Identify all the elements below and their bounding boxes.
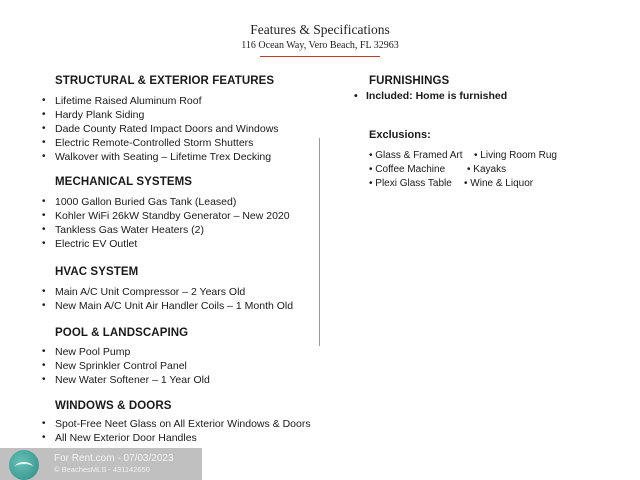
- list-item: • Hardy Plank Siding: [40, 108, 279, 122]
- hvac-list: [40, 285, 293, 313]
- exclusion-item: • Coffee Machine: [369, 164, 446, 175]
- bullet-icon: •: [354, 90, 358, 102]
- exclusion-item: • Plexi Glass Table: [369, 178, 452, 189]
- structural-list: [40, 94, 279, 164]
- exclusion-item: • Glass & Framed Art: [369, 150, 463, 161]
- list-item: • 1000 Gallon Buried Gas Tank (Leased): [40, 195, 290, 209]
- windows-list: [40, 417, 311, 445]
- furnishings-item-label: Included: Home is furnished: [366, 90, 508, 102]
- list-item: • New Water Softener – 1 Year Old: [40, 373, 210, 387]
- mechanical-list: [40, 195, 290, 251]
- title-underline: [260, 56, 380, 57]
- list-item: • Electric Remote-Controlled Storm Shutters: [40, 136, 279, 150]
- list-item: • Dade County Rated Impact Doors and Windows: [40, 122, 279, 136]
- list-item: • New Sprinkler Control Panel: [40, 359, 210, 373]
- list-item: • Electric EV Outlet: [40, 237, 290, 251]
- list-item: • All New Exterior Door Handles: [40, 431, 311, 445]
- furnishings-item: [354, 90, 507, 102]
- section-heading-mechanical: MECHANICAL SYSTEMS: [55, 176, 193, 188]
- watermark-badge: [0, 448, 202, 480]
- section-heading-hvac: HVAC SYSTEM: [55, 266, 139, 278]
- list-item: • New Pool Pump: [40, 345, 210, 359]
- list-item: • Lifetime Raised Aluminum Roof: [40, 94, 279, 108]
- pool-list: [40, 345, 210, 387]
- watermark-logo-icon: [9, 450, 39, 480]
- list-item: • Main A/C Unit Compressor – 2 Years Old: [40, 285, 293, 299]
- exclusion-item: • Wine & Liquor: [464, 178, 534, 189]
- list-item: • New Main A/C Unit Air Handler Coils – 1 Month Old: [40, 299, 293, 313]
- list-item: • Walkover with Seating – Lifetime Trex Decking: [40, 150, 279, 164]
- exclusions-heading: Exclusions:: [369, 129, 431, 141]
- section-heading-furnishings: FURNISHINGS: [369, 75, 450, 87]
- column-divider: [319, 138, 320, 346]
- property-address: 116 Ocean Way, Vero Beach, FL 32963: [241, 40, 399, 51]
- list-item: • Spot-Free Neet Glass on All Exterior Windows & Doors: [40, 417, 311, 431]
- list-item: • Kohler WiFi 26kW Standby Generator – New 2020: [40, 209, 290, 223]
- section-heading-structural: STRUCTURAL & EXTERIOR FEATURES: [55, 75, 275, 87]
- section-heading-pool: POOL & LANDSCAPING: [55, 327, 189, 339]
- exclusion-item: • Kayaks: [467, 164, 507, 175]
- watermark-subtext: © BeachesMLS - 431142650: [54, 465, 150, 474]
- list-item: • Tankless Gas Water Heaters (2): [40, 223, 290, 237]
- page-title: Features & Specifications: [250, 22, 390, 37]
- section-heading-windows: WINDOWS & DOORS: [55, 400, 172, 412]
- watermark-text: For Rent.com - 07/03/2023: [54, 453, 174, 464]
- exclusion-item: • Living Room Rug: [474, 150, 557, 161]
